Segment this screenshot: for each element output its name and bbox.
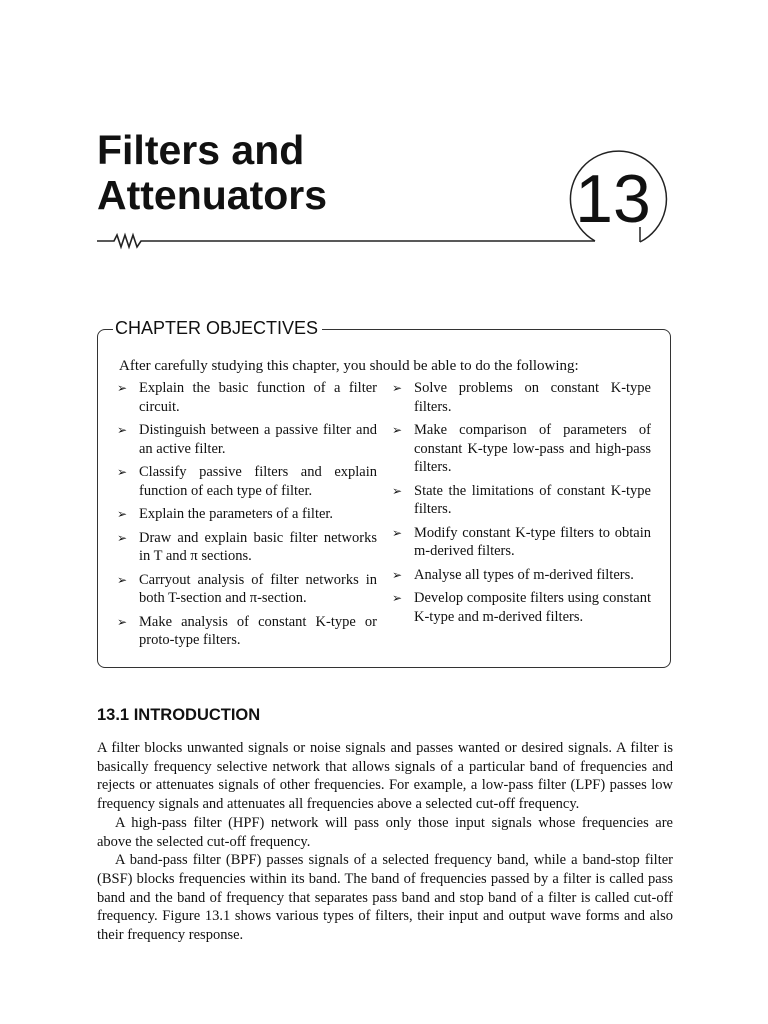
arrowhead-bullet-icon: ➢ xyxy=(117,530,128,545)
section-body xyxy=(97,739,673,945)
objective-text: Explain the parameters of a filter. xyxy=(139,506,334,522)
arrowhead-bullet-icon: ➢ xyxy=(392,567,403,582)
arrowhead-bullet-icon: ➢ xyxy=(392,483,403,498)
objective-item xyxy=(117,613,377,650)
objective-item xyxy=(117,463,377,500)
arrowhead-bullet-icon: ➢ xyxy=(117,381,128,395)
chapter-title-line-1: Filters and xyxy=(97,127,305,173)
arrowhead-bullet-icon: ➢ xyxy=(392,525,403,540)
objective-item xyxy=(117,421,377,458)
objective-text: Draw and explain basic filter networks in T and π sections. xyxy=(139,529,377,564)
objective-text: Analyse all types of m-derived filters. xyxy=(414,566,634,583)
objective-item xyxy=(392,379,651,416)
objective-item xyxy=(392,524,651,561)
objective-text: Modify constant K-type filters to obtain m-derived filters. xyxy=(414,524,651,559)
objective-item xyxy=(392,566,651,585)
objective-item xyxy=(117,379,377,416)
objective-text: Explain the basic function of a filter circuit. xyxy=(139,380,377,415)
objective-text: Classify passive filters and explain function of each type of filter. xyxy=(139,464,377,499)
objective-text: Make analysis of constant K-type or proto-type filters. xyxy=(139,613,377,648)
chapter-number: 13 xyxy=(575,161,651,237)
objective-item xyxy=(117,505,377,524)
chapter-header-graphic xyxy=(0,0,768,260)
arrowhead-bullet-icon: ➢ xyxy=(392,423,403,437)
arrowhead-bullet-icon: ➢ xyxy=(117,423,128,437)
objective-text: State the limitations of constant K-type filters. xyxy=(414,482,651,517)
objective-item xyxy=(392,589,651,626)
paragraph: A band-pass filter (BPF) passes signals of a selected frequency band, while a band-stop filter (BSF) blocks frequencies within its band. The band of frequencies passed by a filter is called pass band and the band of frequency that separates pass band and stop band of a filter is called cut-off frequency. Figure 13.1 shows various types of filters, their input and output wave forms and also their frequency response. xyxy=(97,852,673,944)
objective-text: Make comparison of parameters of constant K-type low-pass and high-pass filters. xyxy=(414,422,651,475)
objective-item xyxy=(117,529,377,566)
section-heading: 13.1 INTRODUCTION xyxy=(97,706,261,724)
objective-text: Distinguish between a passive filter and an active filter. xyxy=(139,422,377,457)
arrowhead-bullet-icon: ➢ xyxy=(392,381,403,395)
paragraph: A filter blocks unwanted signals or noise signals and passes wanted or desired signals. A filter is basically frequency selective network that allows signals of a particular band of frequencies and rejects or attenuates signals of other frequencies. For example, a low-pass filter (LPF) passes low frequency signals and attenuates all frequencies above a selected cut-off frequency. xyxy=(97,740,673,813)
objectives-title: CHAPTER OBJECTIVES xyxy=(113,317,322,339)
objective-text: Solve problems on constant K-type filters. xyxy=(414,380,651,415)
arrowhead-bullet-icon: ➢ xyxy=(392,591,403,605)
objective-item xyxy=(117,571,377,608)
chapter-title-line-2: Attenuators xyxy=(97,172,328,218)
resistor-zigzag-icon xyxy=(97,235,150,247)
objective-text: Carryout analysis of filter networks in both T-section and π-section. xyxy=(139,571,377,606)
objectives-intro: After carefully studying this chapter, you should be able to do the following: xyxy=(119,358,579,374)
arrowhead-bullet-icon: ➢ xyxy=(117,465,128,479)
arrowhead-bullet-icon: ➢ xyxy=(117,614,128,629)
objectives-list-left xyxy=(117,379,377,655)
objective-item xyxy=(392,421,651,477)
paragraph: A high-pass filter (HPF) network will pass only those input signals whose frequencies are above the selected cut-off frequency. xyxy=(97,814,673,850)
objective-text: Develop composite filters using constant K-type and m-derived filters. xyxy=(414,590,651,625)
objectives-list-right xyxy=(392,379,651,631)
arrowhead-bullet-icon: ➢ xyxy=(117,507,128,521)
arrowhead-bullet-icon: ➢ xyxy=(117,572,128,587)
objective-item xyxy=(392,482,651,519)
